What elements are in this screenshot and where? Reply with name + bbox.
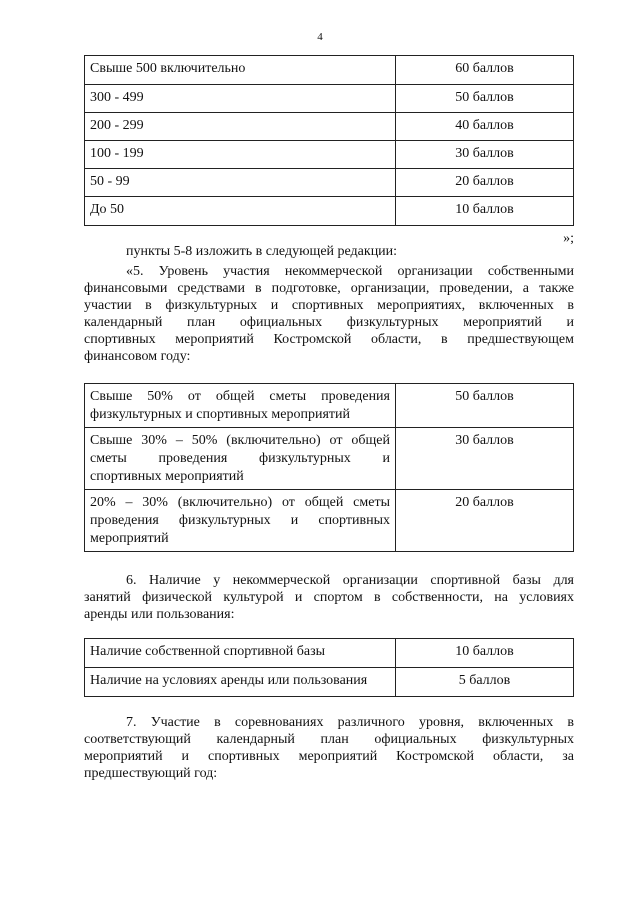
- table-cell-value: 10 баллов: [396, 639, 574, 668]
- cell-line: Свыше 50% от общей сметы проведения: [90, 389, 390, 404]
- table-row: [85, 639, 574, 668]
- cell-line: 20% – 30% (включительно) от общей сметы: [90, 495, 390, 510]
- table-cell-label: До 50: [85, 197, 396, 226]
- points-table-sports-base: [84, 638, 574, 697]
- paragraph-line: финансовом году:: [84, 349, 191, 364]
- intro-line: [84, 243, 574, 260]
- paragraph-line: аренды или пользования:: [84, 607, 235, 622]
- table-cell-value: 50 баллов: [396, 85, 574, 113]
- paragraph-line: соответствующий календарный план официальных физкультурных: [84, 732, 574, 747]
- points-table-count: [84, 55, 574, 226]
- closing-quote-mark: »;: [563, 231, 574, 246]
- table-row: [85, 384, 574, 428]
- table-cell-label: 200 - 299: [85, 113, 396, 141]
- table-cell-value: 40 баллов: [396, 113, 574, 141]
- paragraph-6: [84, 572, 574, 623]
- paragraph-line: занятий физической культурой и спортом в собственности, на условиях: [84, 590, 574, 605]
- table-cell-label: Наличие на условиях аренды или пользования: [85, 668, 396, 697]
- table-cell-label: 300 - 499: [85, 85, 396, 113]
- table-row: [85, 668, 574, 697]
- paragraph-5: [84, 263, 574, 365]
- paragraph-line: мероприятий и спортивных мероприятий Костромской области, за: [84, 749, 574, 764]
- paragraph-line: участии в физкультурных и спортивных мероприятиях, включенных в: [84, 298, 574, 313]
- table-row: [85, 169, 574, 197]
- table-cell-label: Свыше 500 включительно: [85, 56, 396, 85]
- table-row: [85, 141, 574, 169]
- paragraph-line: календарный план официальных физкультурных мероприятий и: [84, 315, 574, 330]
- cell-line: физкультурных и спортивных мероприятий: [90, 407, 350, 422]
- table-cell-value: 20 баллов: [396, 490, 574, 552]
- table-cell-value: 30 баллов: [396, 141, 574, 169]
- table-row: [85, 85, 574, 113]
- table-row: [85, 56, 574, 85]
- cell-line: проведения физкультурных и спортивных: [90, 513, 390, 528]
- table-cell-value: 20 баллов: [396, 169, 574, 197]
- cell-line: спортивных мероприятий: [90, 469, 244, 484]
- points-table-funding: [84, 383, 574, 552]
- table-cell-label: 50 - 99: [85, 169, 396, 197]
- table-cell-value: 10 баллов: [396, 197, 574, 226]
- table-cell-value: 50 баллов: [396, 384, 574, 428]
- table-row: [85, 428, 574, 490]
- table-cell-value: 30 баллов: [396, 428, 574, 490]
- paragraph-line: финансовыми средствами в подготовке, организации, проведении, а также: [84, 281, 574, 296]
- paragraph-line: предшествующий год:: [84, 766, 218, 781]
- paragraph-line: 6. Наличие у некоммерческой организации спортивной базы для: [126, 573, 574, 588]
- table-cell-label: [85, 428, 396, 490]
- page-number: 4: [317, 31, 323, 43]
- paragraph-7: [84, 714, 574, 782]
- paragraph-line: спортивных мероприятий Костромской области, в предшествующем: [84, 332, 574, 347]
- table-cell-value: 60 баллов: [396, 56, 574, 85]
- table-cell-label: 100 - 199: [85, 141, 396, 169]
- paragraph-line: «5. Уровень участия некоммерческой организации собственными: [126, 264, 574, 279]
- table-cell-value: 5 баллов: [396, 668, 574, 697]
- cell-line: сметы проведения физкультурных и: [90, 451, 390, 466]
- table-row: [85, 113, 574, 141]
- table-cell-label: [85, 490, 396, 552]
- cell-line: Свыше 30% – 50% (включительно) от общей: [90, 433, 390, 448]
- table-row: [85, 490, 574, 552]
- table-cell-label: [85, 384, 396, 428]
- intro-text: пункты 5-8 изложить в следующей редакции:: [126, 244, 398, 259]
- paragraph-line: 7. Участие в соревнованиях различного уровня, включенных в: [126, 715, 574, 730]
- table-row: [85, 197, 574, 226]
- table-cell-label: Наличие собственной спортивной базы: [85, 639, 396, 668]
- cell-line: мероприятий: [90, 531, 169, 546]
